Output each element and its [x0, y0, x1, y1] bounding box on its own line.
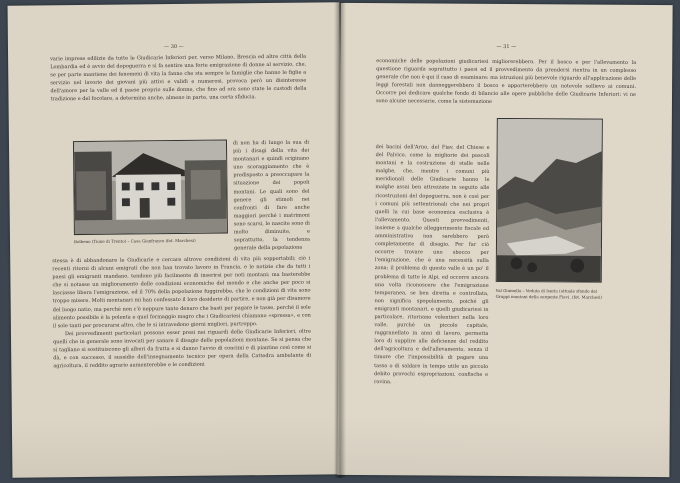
left-paragraph-wrap: di non ha di lungo la sua di più i disagi della vita dei montanari e quindi originano uno scoraggiamento che è predisposto a preoccupare la situazione dei popoli montani. Le quali sono del genere gli stimoli nei confronti di fare anche maggiori perché i matrimoni sono scarsi, le nascite sono di molto diminuite, e soprattutto, la tendenza generale della popolazione — [232, 139, 311, 252]
valley-photo-figure — [495, 118, 603, 300]
left-page — [8, 2, 345, 477]
house-photo-caption: Bolbeno (Tione di Trento) – Casa Gianfranco (fot. Marchesi) — [73, 237, 196, 245]
house-photo-figure — [73, 139, 228, 245]
valley-photo — [496, 118, 603, 283]
book-gutter — [334, 2, 346, 478]
page-shadow — [12, 414, 345, 477]
left-page-number: — 30 — — [164, 43, 184, 51]
left-text-bottom — [52, 255, 311, 371]
house-photo — [73, 139, 228, 235]
left-text-top — [50, 53, 306, 104]
right-page-number: — 31 — — [496, 43, 517, 51]
right-page — [337, 3, 672, 477]
right-text-top — [376, 57, 636, 107]
right-paragraph: economiche delle popolazioni giudicariesi migliorerebbero. Per il bosco e per l'allevamento la questione riguarda soprattutto i paesi ed il provvedimento da prendersi rientra in un complesso generale che non è qui il caso di esaminare: ma istruzioni più benevole riguardo all'applicazione delle leggi forestali non danneggerebbero il bosco e apporterebbero un notevole sollievo ai comuni. Occorre poi dedicare qualche fondo di bilancio alle opere pubbliche delle Giudicarie Inferiori: vi ne sono alcune necessarie, come la sistemazione — [375, 58, 637, 106]
right-text-wrap — [374, 143, 490, 387]
left-paragraph: varie imprese edilizie da tutte le Giudicarie Inferiori per, verso Milano, Brescia ed altre città della Lombardia ed è avvio del dopoguerra e si fa sentire una forte emigrazione di donne al servizio, che, se per parte mantiene dei fenomeni di vita la fanno che sta sempre le famiglie che hanno le figlie a servizio nel lavorio dei giovani più attivi e validi e numerosi, provoca però un disinteresse dell'amore per la valle ed il paese proprio sulle donne, che fino ad ora sono state le custodi della tradizione e del focolare, a determina anche, almeno in parte, una certa sfiducia. — [50, 53, 307, 103]
valley-photo-caption: Val Giumella – Veduta di Iseria (attuale sfondo dei Gruppi montani della sorgente Fiav). (fot. Marchesi) — [495, 287, 603, 300]
left-paragraph: Dei provvedimenti particolari possono esser presi nei riguardi delle Giudicarie Inferiori, oltre quelli che in generale sono invocati per sanare il disagio delle popolazioni montane. Se si pensa che si tagliano si sostituiscono gli alberi da frutta e si danno l'avvio di concimi e di piantine così come si dà, e con successo, il sussidio dell'insegnamento tecnico per opera della Cattedra ambulante di agricoltura, il reddito agrario aumenterebbe e le condizioni — [53, 328, 312, 370]
left-text-wrap — [233, 139, 310, 253]
right-paragraph-wrap: dei bacini dell'Arno, del Fiav, del Chiese e del Palvico, come la migliorie dei pascoli montani e la costruzione di stalle nelle malghe, che, mentre i comuni più meridionali delle Giudicarie hanno le malghe assai ben attrezzate in seguito alle ricostruzioni del dopoguerra, non è così per i comuni più settentrionali che nei propri quelli la cui base economica esclusiva è l'allevamento. Questi provvedimenti, insieme a qualche alleggerimento fiscale ed amministrativo non sarebbero però completamente di disagio. Per far ciò occorre trovare uno sbocco per l'emigrazione, che è una necessità sulla zona; il problema di questo valle è un po' il problema di tutte le Alpi, ed occorre ancora una volta riconoscere che l'emigrazione temporanea, se ben diretta e controllata, non significa spopolamento, poiché gli emigranti montanari, e quelli giudicariesi in particolare, ritornano volentieri nella loro valle, purché un piccolo capitale, raggranellato in anni di lavoro, permetta loro di supplire alle deficienze del reddito dell'agricoltura e dell'allevamento, senza il timore che l'impossibilità di pagare una tassa o di saldare in tempo utile un piccolo debito provochi espropriazioni, confische e rovina. — [373, 144, 490, 385]
page-shadow — [337, 415, 669, 477]
left-paragraph: stessa è di abbandonare le Giudicarie e cercare altrove condizioni di vita più sopportabili; ciò i recenti ritorni di alcuni emigrati che non han trovato lavoro in Francia, e le notizie che da tutti i paesi gli emigranti mandano, tendono più facilmente di inserirsi per noti montani; ma basterebbe che si notasse un miglioramento delle condizioni economiche del mondo e che anche per poco si lasciasse libera l'emigrazione, ed il 70% della popolazione fuggirebbe, che le condizioni di vita sono troppo misere. Molti montanari mi han confessato il loro desiderio di partire, e non già per disamore del luogo natio, ma perché non c'è neppure tanto denaro che basti per pagare le tasse, perché il sole alimento possibile è la polenta e quel formaggio magro che i Giudicariesi chiamano «spressa», e con il sole tanti per procurarsi altro, che le si intravedono giorni migliori, purtroppo. — [52, 255, 311, 330]
